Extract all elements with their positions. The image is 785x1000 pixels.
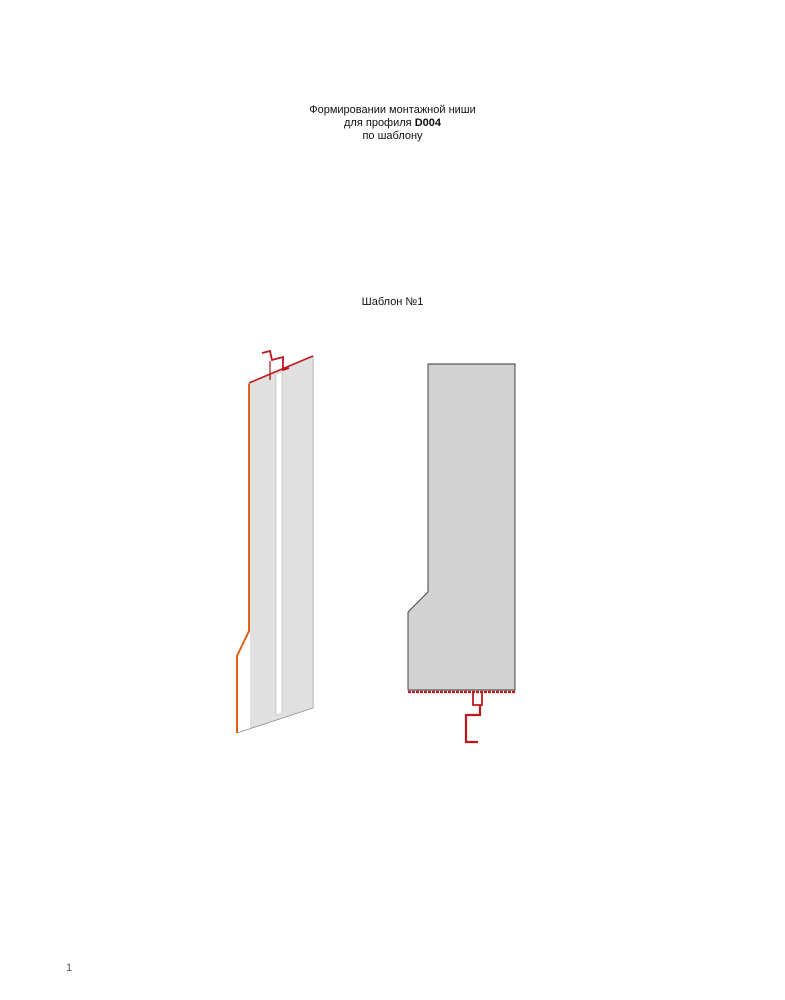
panel-gap (276, 372, 282, 715)
panel-perspective-view (237, 351, 313, 733)
profile-code: D004 (414, 117, 441, 129)
template-label: Шаблон №1 (361, 296, 424, 308)
page-number: 1 (66, 962, 73, 974)
title-line-3: по шаблону (362, 130, 423, 142)
profile-section-leg (466, 705, 480, 742)
title-line-1: Формировании монтажной ниши (309, 104, 476, 116)
title-line-2-prefix: для профиля (344, 117, 415, 129)
template-view (408, 364, 515, 742)
template-shape (408, 364, 515, 690)
profile-section-bottom (473, 692, 482, 705)
